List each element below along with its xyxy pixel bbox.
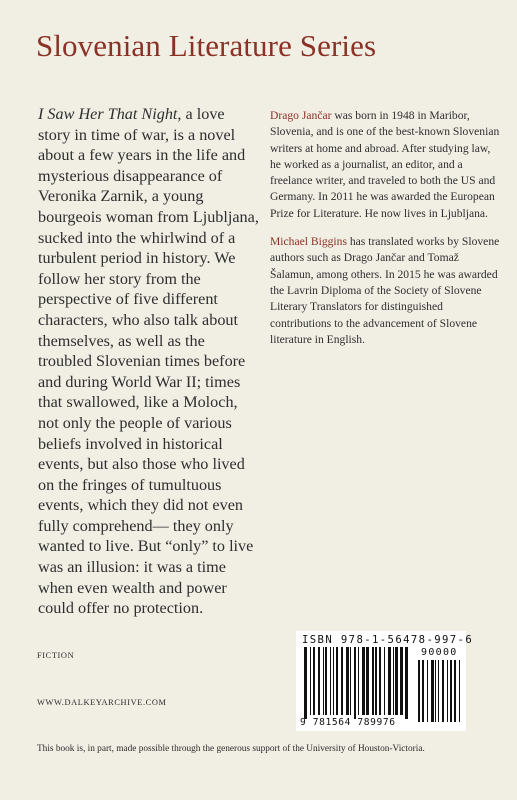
description-paragraph xyxy=(38,104,260,619)
barcode-bar xyxy=(358,647,359,715)
barcode-bar xyxy=(310,647,311,715)
barcode-bar xyxy=(384,647,385,715)
series-title: Slovenian Literature Series xyxy=(36,28,377,63)
barcode-bar xyxy=(313,647,315,715)
barcode-bar xyxy=(459,660,460,722)
support-note: This book is, in part, made possible through the generous support of the University of Houston-Victoria. xyxy=(37,744,425,754)
barcode-bar xyxy=(454,660,456,722)
barcode-bar xyxy=(450,660,452,722)
book-description xyxy=(38,104,260,619)
barcode-bar xyxy=(304,647,307,719)
author-name: Drago Jančar xyxy=(270,109,332,122)
barcode-bar xyxy=(375,647,377,715)
barcode-bar xyxy=(372,647,374,715)
book-title: I Saw Her That Night xyxy=(38,105,178,123)
barcode-bar xyxy=(442,660,444,722)
barcode-bars xyxy=(296,631,466,731)
barcode-bar xyxy=(438,660,439,722)
barcode-bar xyxy=(431,660,434,722)
category-label: FICTION xyxy=(37,651,75,660)
barcode-bar xyxy=(323,647,324,715)
barcode-bar xyxy=(366,647,369,715)
isbn-label: ISBN 978-1-56478-997-6 xyxy=(302,634,474,646)
website-url: WWW.DALKEYARCHIVE.COM xyxy=(37,698,167,707)
barcode-bar xyxy=(350,647,351,715)
barcode-bar xyxy=(388,647,391,715)
barcode-bar xyxy=(418,660,420,722)
description-text: , a love story in time of war, is a novel about a few years in the life and mysterious disappearance of Veronika Zarnik, a young bourgeois woman from Ljubljana, sucked into the whirlwind of a turbulent period in history. We follow her story from the perspective of five different characters, who also talk about themselves, as well as the troubled Slovenian times before and during World War II; times that swallowed, like a Moloch, not only the people of various beliefs involved in historical events, but also those who lived on the fringes of tumultuous events, which they did not even fully comprehend— they only wanted to live. But “only” to live was an illusion: it was a time when even wealth and power could offer no protection. xyxy=(38,105,259,618)
barcode-bar xyxy=(354,647,356,719)
barcode-bar xyxy=(422,660,424,722)
barcode-bar xyxy=(346,647,349,715)
translator-name: Michael Biggins xyxy=(270,235,347,249)
barcode-bar xyxy=(405,647,408,719)
barcode-ean-digits: 9 781564 789976 xyxy=(300,717,396,728)
barcode-bar xyxy=(325,647,327,715)
translator-bio-text: has translated works by Slovene authors such as Drago Jančar and Tomaž Šalamun, among others. In 2015 he was awarded the Lavrin Diploma of the Society of Slovene Literary Translators for distinguished contributions to the advancement of Slovene literature in English. xyxy=(270,235,500,346)
author-bio-text: was born in 1948 in Maribor, Slovenia, and is one of the best-known Slovenian writers at home and abroad. After studying law, he worked as a journalist, an editor, and a freelance writer, and traveled to both the US and Germany. In 2011 he was awarded the European Prize for Literature. He now lives in Ljubljana. xyxy=(270,109,500,220)
barcode-bar xyxy=(333,647,334,715)
barcode-bar xyxy=(447,660,448,722)
author-bio xyxy=(270,108,500,222)
barcode-bar xyxy=(336,647,338,715)
barcode-bar xyxy=(427,660,428,722)
barcode-bar xyxy=(341,647,343,715)
bio-column xyxy=(270,108,500,360)
barcode-bar xyxy=(362,647,365,715)
barcode-bar xyxy=(318,647,320,715)
barcode-bar xyxy=(435,660,436,722)
barcode-bar xyxy=(395,647,398,715)
barcode-bar xyxy=(330,647,331,715)
isbn-barcode xyxy=(296,631,474,731)
translator-bio xyxy=(270,234,500,348)
barcode-bar xyxy=(393,647,394,715)
barcode-addon-digits: 90000 xyxy=(421,647,458,658)
barcode-bar xyxy=(400,647,403,715)
barcode-bar xyxy=(379,647,381,715)
